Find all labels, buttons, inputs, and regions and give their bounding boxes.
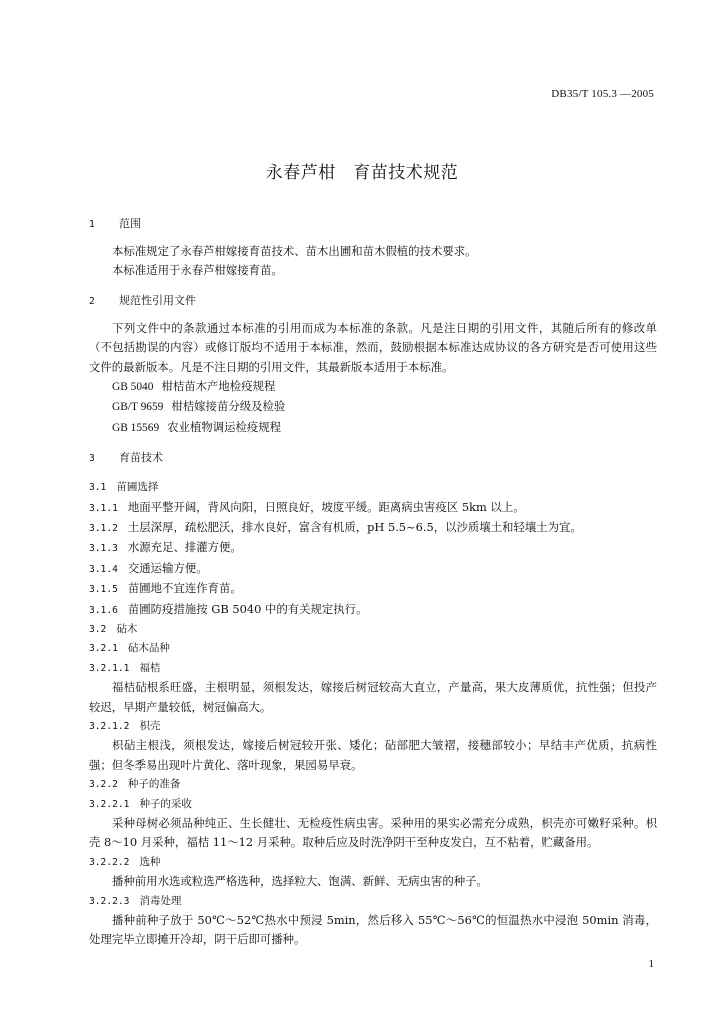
document-title: 永春芦柑 育苗技术规范 [265,163,459,183]
clause-item: 3.1.2 土层深厚，疏松肥沃，排水良好，富含有机质，pH 5.5~6.5，以沙质壤土和轻壤土为宜。 [89,520,582,535]
page-number: 1 [648,958,654,970]
paragraph: 采种母树必须品种纯正、生长健壮、无检疫性病虫害。采种用的果实必需充分成熟，枳壳亦可嫩籽采种。枳壳 8～10 月采种，福桔 11～12 月采种。取种后应及时洗净阴干至种皮发白，互不粘着，贮藏备用。 [89,816,657,850]
subsection-heading: 3.2.1.1 福桔 [89,661,161,674]
clause-item: 3.1.5 苗圃地不宜连作育苗。 [89,581,242,596]
document-body [89,214,657,950]
subsection-heading: 3.2.2.1 种子的采收 [89,797,192,810]
subsection-heading: 3.2.1 砧木品种 [89,642,170,655]
paragraph: 枳砧主根浅，须根发达，嫁接后树冠较开张、矮化；砧部肥大皱褶，接穗部较小；早结丰产优质，抗病性强；但冬季易出现叶片黄化、落叶现象，果园易早衰。 [89,738,657,772]
clause-item: 3.1.3 水源充足、排灌方便。 [89,540,242,555]
reference-item: GB/T 9659 柑桔嫁接苗分级及检验 [112,399,286,414]
reference-item: GB 5040 柑桔苗木产地检疫规程 [112,379,276,394]
section-heading: 3 育苗技术 [89,451,163,465]
paragraph: 下列文件中的条款通过本标准的引用而成为本标准的条款。凡是注日期的引用文件，其随后所有的修改单（不包括勘误的内容）或修订版均不适用于本标准，然而，鼓励根据本标准达成协议的各方研究是否可使用这些文件的最新版本。凡是不注日期的引用文件，其最新版本适用于本标准。 [89,320,657,374]
subsection-heading: 3.2.1.2 枳壳 [89,720,161,733]
subsection-heading: 3.2.2.2 选种 [89,855,161,868]
clause-item: 3.1.4 交通运输方便。 [89,560,208,575]
paragraph: 播种前种子放于 50℃～52℃热水中预浸 5min，然后移入 55℃～56℃的恒温热水中浸泡 50min 消毒，处理完毕立即摊开冷却，阴干后即可播种。 [89,913,657,947]
paragraph: 播种前用水选或粒选严格选种，选择粒大、饱满、新鲜、无病虫害的种子。 [112,874,488,889]
clause-item: 3.1.1 地面平整开阔，背风向阳，日照良好，坡度平缓。距离病虫害疫区 5km 以上。 [89,499,525,514]
subsection-heading: 3.1 苗圃选择 [89,481,159,494]
paragraph: 福桔砧根系旺盛，主根明显，须根发达，嫁接后树冠较高大直立，产量高，果大皮薄质优，抗性强；但投产较迟，早期产量较低，树冠偏高大。 [89,680,657,714]
subsection-heading: 3.2.2.3 消毒处理 [89,894,182,907]
section-heading: 2 规范性引用文件 [89,293,196,307]
subsection-heading: 3.2 砧木 [89,623,138,636]
reference-item: GB 15569 农业植物调运检疫规程 [112,419,282,434]
paragraph: 本标准规定了永春芦柑嫁接育苗技术、苗木出圃和苗木假植的技术要求。 [112,244,477,258]
paragraph: 本标准适用于永春芦柑嫁接育苗。 [112,263,283,278]
section-heading: 1 范围 [89,217,141,230]
clause-item: 3.1.6 苗圃防疫措施按 GB 5040 中的有关规定执行。 [89,601,368,616]
standard-code: DB35/T 105.3 —2005 [551,88,654,100]
subsection-heading: 3.2.2 种子的准备 [89,778,181,791]
